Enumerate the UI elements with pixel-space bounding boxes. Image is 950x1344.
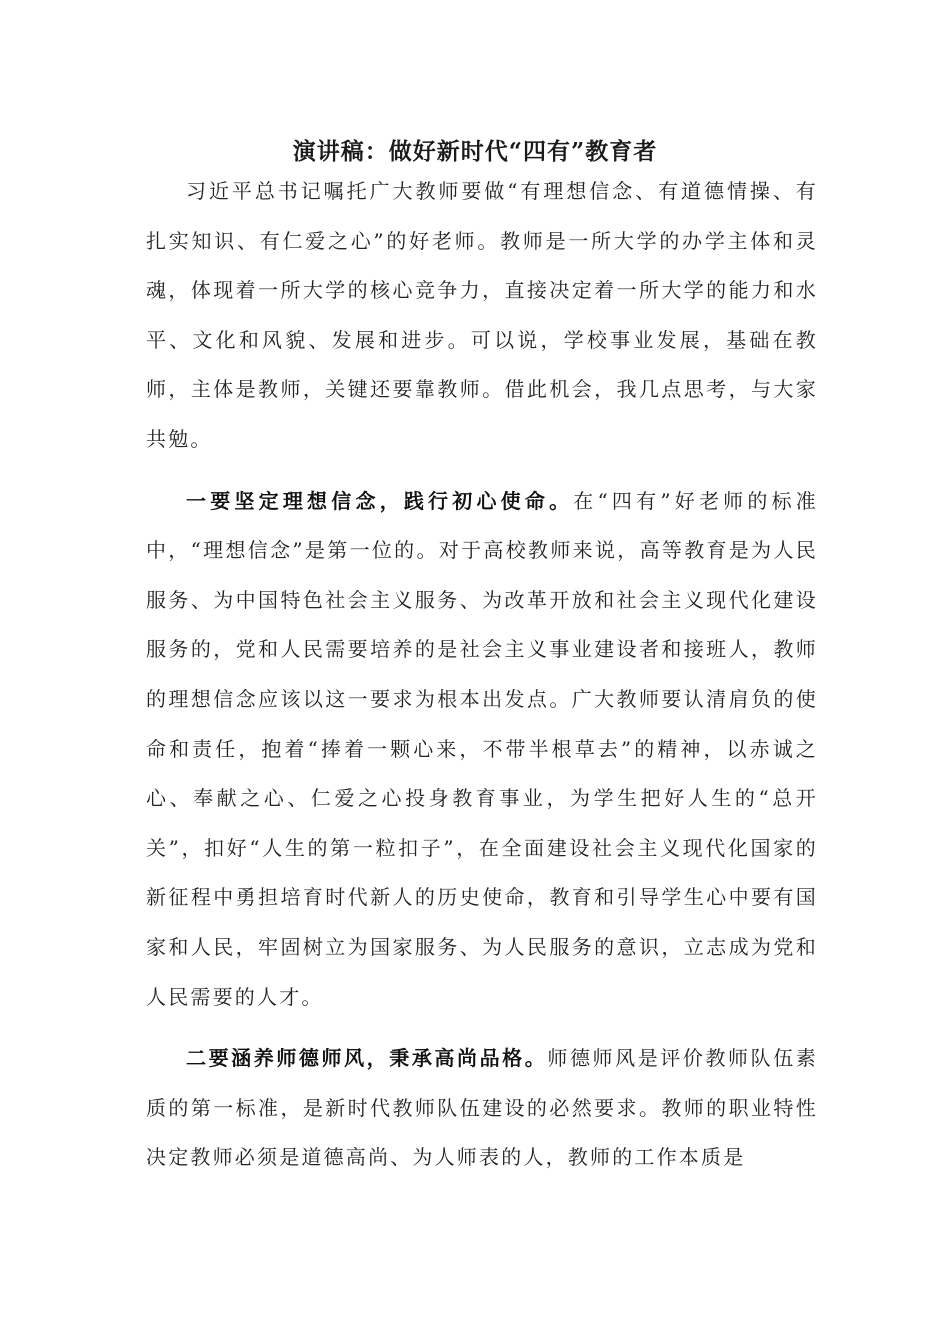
document-title: 演讲稿：做好新时代“四有”教育者 [292, 138, 658, 165]
paragraph-point-two [146, 1034, 818, 1183]
paragraph-intro [146, 167, 818, 465]
paragraph-lead-heading: 一要坚定理想信念，践行初心使命。 [186, 488, 574, 513]
paragraph-point-one [146, 477, 818, 1023]
paragraph-lead-heading: 二要涵养师德师风，秉承高尚品格。 [186, 1046, 548, 1071]
document-body [146, 167, 818, 1183]
paragraph-text: 习近平总书记嘱托广大教师要做“有理想信念、有道德情操、有扎实知识、有仁爱之心”的好老师。教师是一所大学的办学主体和灵魂，体现着一所大学的核心竞争力，直接决定着一所大学的能力和水平、文化和风貌、发展和进步。可以说，学校事业发展，基础在教师，主体是教师，关键还要靠教师。借此机会，我几点思考，与大家共勉。 [146, 179, 818, 451]
paragraph-text: 师德师风是评价教师队伍素质的第一标准，是新时代教师队伍建设的必然要求。教师的职业特性决定教师必须是道德高尚、为人师表的人，教师的工作本质是 [146, 1046, 818, 1170]
paragraph-text: 在“四有”好老师的标准中，“理想信念”是第一位的。对于高校教师来说，高等教育是为人民服务、为中国特色社会主义服务、为改革开放和社会主义现代化建设服务的，党和人民需要培养的是社会主义事业建设者和接班人，教师的理想信念应该以这一要求为根本出发点。广大教师要认清肩负的使命和责任，抱着“捧着一颗心来，不带半根草去”的精神，以赤诚之心、奉献之心、仁爱之心投身教育事业，为学生把好人生的“总开关”，扣好“人生的第一粒扣子”，在全面建设社会主义现代化国家的新征程中勇担培育时代新人的历史使命，教育和引导学生心中要有国家和人民，牢固树立为国家服务、为人民服务的意识，立志成为党和人民需要的人才。 [146, 488, 819, 1009]
